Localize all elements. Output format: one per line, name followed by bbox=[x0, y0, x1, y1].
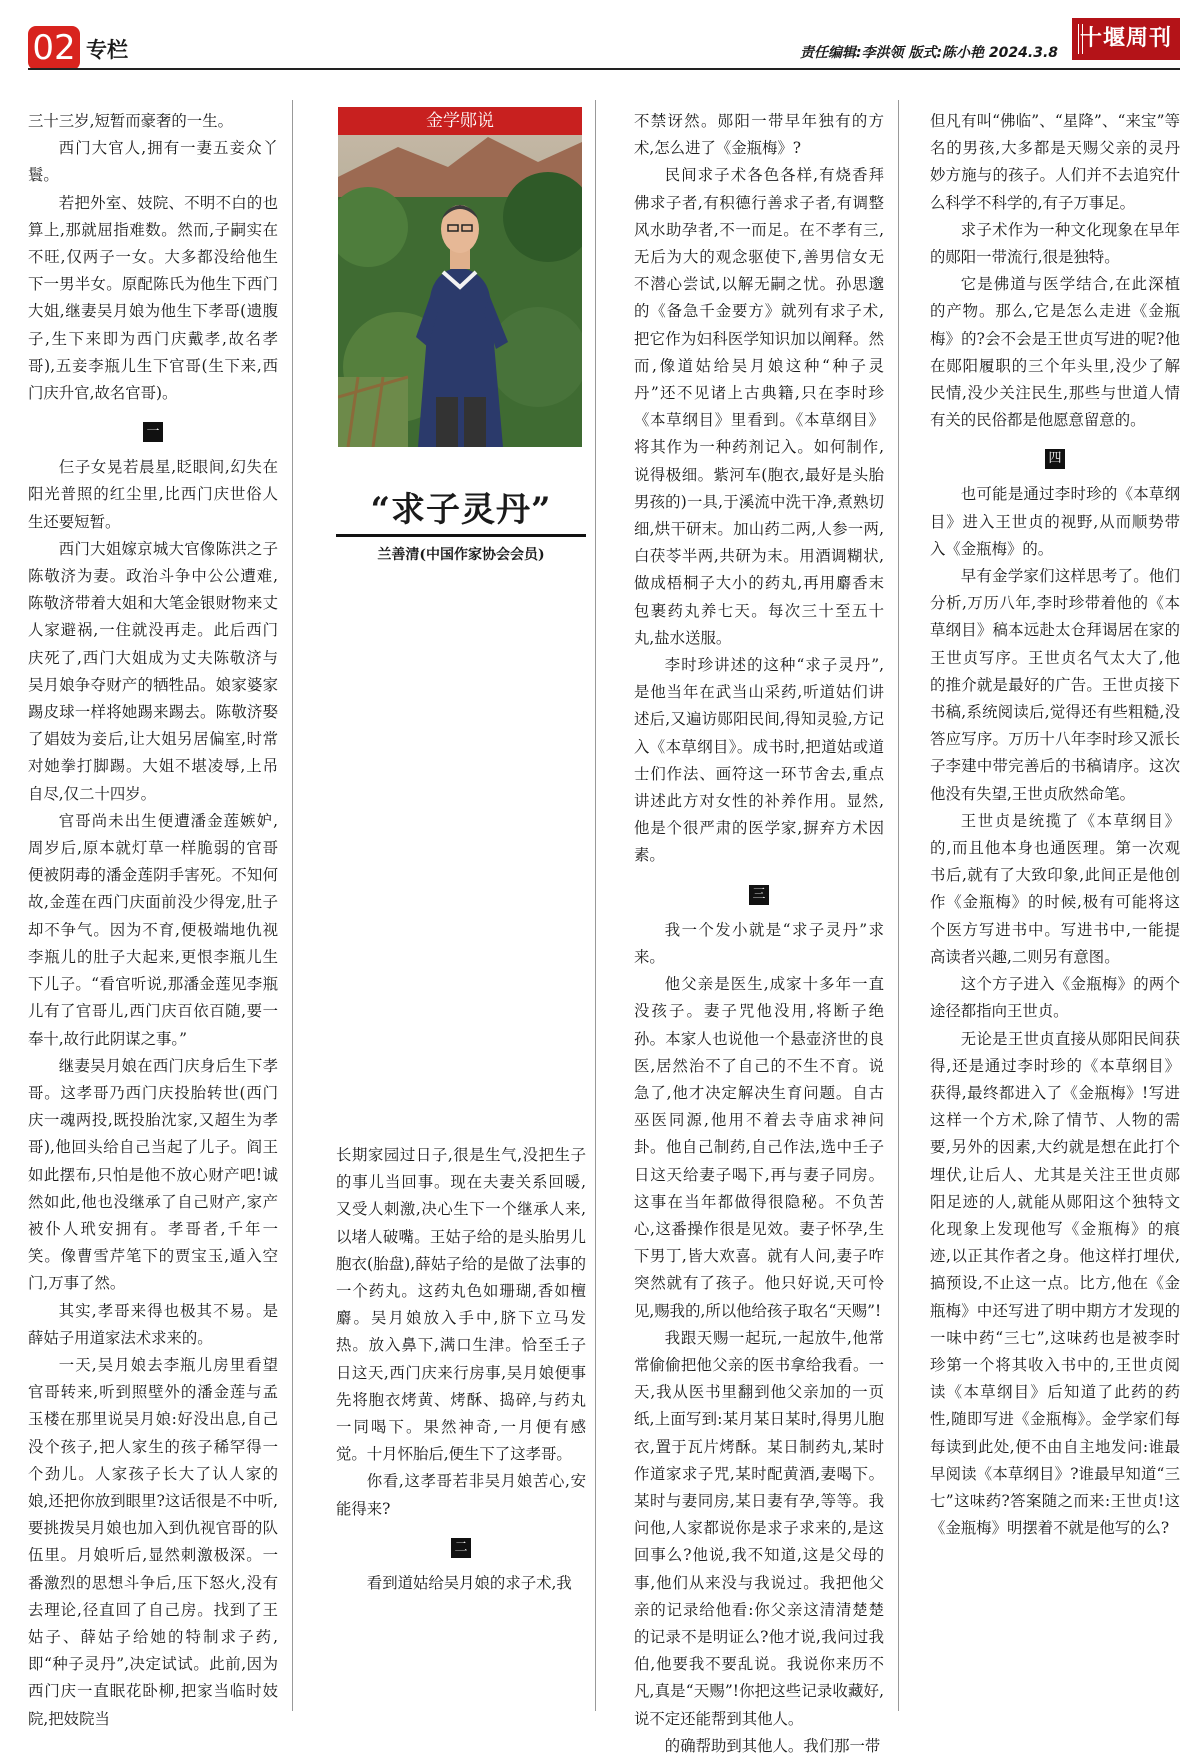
paragraph: 无论是王世贞直接从郧阳民间获得,还是通过李时珍的《本草纲目》获得,最终都进入了《金瓶梅》!写进这样一个方术,除了情节、人物的需要,另外的因素,大约就是想在此打个埋伏,让后人、尤其是关注王世贞郧阳足迹的人,就能从郧阳这个独特文化现象上发现他写《金瓶梅》的痕迹,以正其作者之身。他这样打埋伏,搞预设,不止这一点。比方,他在《金瓶梅》中还写进了明中期方才发现的一味中药“三七”,这味药也是被李时珍第一个将其收入书中的,王世贞阅读《本草纲目》后知道了此药的药性,随即写进《金瓶梅》。金学家们每每读到此处,便不由自主地发问:谁最早阅读《本草纲目》?谁最早知道“三七”这味药?答案随之而来:王世贞!这《金瓶梅》明摆着不就是他写的么? bbox=[930, 1029, 1180, 1538]
paragraph: 它是佛道与医学结合,在此深植的产物。那么,它是怎么走进《金瓶梅》的?会不会是王世贞写进的呢?他在郧阳履职的三个年头里,没少了解民情,没少关注民生,那些与世道人情有关的民俗都是他愿意留意的。 bbox=[930, 275, 1180, 430]
paragraph: 我跟天赐一起玩,一起放牛,他常常偷偷把他父亲的医书拿给我看。一天,我从医书里翻到他父亲加的一页纸,上面写到:某月某日某时,得男儿胞衣,置于瓦片烤酥。某日制药丸,某时作道家求子咒,某时配黄酒,妻喝下。某时与妻同房,某日妻有孕,等等。我问他,人家都说你是求子求来的,是这回事么?他说,我不知道,这是父母的事,他们从来没与我说过。我把他父亲的记录给他看:你父亲这清清楚楚的记录不是明证么?他才说,我问过我伯,他要我不要乱说。我说你来历不凡,真是“天赐”!你把这些记录收藏好,说不定还能帮到其他人。 bbox=[634, 1328, 884, 1728]
paragraph: 看到道姑给吴月娘的求子术,我 bbox=[366, 1573, 572, 1592]
paragraph: 但凡有叫“佛临”、“星降”、“来宝”等名的男孩,大多都是天赐父亲的灵丹妙方施与的孩子。人们并不去追究什么科学不科学的,有子万事足。 bbox=[930, 112, 1180, 212]
paragraph: 其实,孝哥来得也极其不易。是薛姑子用道家法术求来的。 bbox=[28, 1301, 278, 1347]
column-1 bbox=[28, 108, 278, 1733]
paragraph: 不禁讶然。郧阳一带早年独有的方术,怎么进了《金瓶梅》? bbox=[634, 112, 884, 158]
paragraph: 仨子女晃若晨星,眨眼间,幻失在阳光普照的红尘里,比西门庆世俗人生还要短暂。 bbox=[28, 458, 278, 531]
section-marker: 二 bbox=[336, 1533, 586, 1560]
paragraph: 三十三岁,短暂而豪奢的一生。 bbox=[28, 112, 233, 130]
section-marker: 一 bbox=[28, 417, 278, 444]
paragraph: 官哥尚未出生便遭潘金莲嫉妒,周岁后,原本就灯草一样脆弱的官哥便被阴毒的潘金莲阴手害死。不知何故,金莲在西门庆面前没少得宠,肚子却不争气。因为不育,便极端地仇视李瓶儿的肚子大起来,更恨李瓶儿生下儿子。“看官听说,那潘金莲见李瓶儿有了官哥儿,西门庆百依百随,要一奉十,故行此阴谋之事。” bbox=[28, 811, 278, 1048]
paragraph: 李时珍讲述的这种“求子灵丹”,是他当年在武当山采药,听道姑们讲述后,又遍访郧阳民间,得知灵验,方记入《本草纲目》。成书时,把道姑或道士们作法、画符这一环节舍去,重点讲述此方对女性的补养作用。显然,他是个很严肃的医学家,摒弃方术因素。 bbox=[634, 656, 884, 865]
column-divider bbox=[292, 100, 293, 1711]
paragraph: 你看,这孝哥若非吴月娘苦心,安能得来? bbox=[336, 1472, 586, 1518]
article-title: “求子灵丹” bbox=[370, 490, 552, 530]
title-rule bbox=[336, 534, 586, 537]
header-rule bbox=[28, 68, 1180, 70]
paragraph: 若把外室、妓院、不明不白的也算上,那就屈指难数。然而,子嗣实在不旺,仅两子一女。大多都没给他生下一男半女。原配陈氏为他生下西门大姐,继妻吴月娘为他生下孝哥(遗腹子,生下来即为西门庆戴孝,故名孝哥),五妾李瓶儿生下官哥(生下来,西门庆升官,故名官哥)。 bbox=[28, 193, 278, 403]
column-4 bbox=[930, 108, 1180, 1542]
paragraph: 一天,吴月娘去李瓶儿房里看望官哥转来,听到照壁外的潘金莲与孟玉楼在那里说吴月娘:好没出息,自己没个孩子,把人家生的孩子稀罕得一个劲儿。人家孩子长大了认人家的娘,还把你放到眼里?这话很是不中听,要挑拨吴月娘也加入到仇视官哥的队伍里。月娘听后,显然刺激极深。一番激烈的思想斗争后,压下怒火,没有去理论,径直回了自己房。找到了王姑子、薛姑子给她的特制求子药,即“种子灵丹”,决定试试。此前,因为西门庆一直眠花卧柳,把家当临时妓院,把妓院当 bbox=[28, 1355, 278, 1728]
paragraph: 的确帮助到其他人。我们那一带 bbox=[664, 1736, 881, 1755]
section-marker: 三 bbox=[634, 880, 884, 907]
column-2 bbox=[336, 1142, 586, 1597]
byline: 兰善清(中国作家协会会员) bbox=[377, 547, 545, 563]
masthead-logo: 十堰周刊 bbox=[1072, 18, 1180, 60]
column-divider bbox=[898, 100, 899, 1711]
editors-line: 责任编辑:李洪领 版式:陈小艳 2024.3.8 bbox=[799, 45, 1058, 61]
paragraph: 长期家园过日子,很是生气,没把生子的事儿当回事。现在夫妻关系回暖,又受人刺激,决心生下一个继承人来,以堵人破嘴。王姑子给的是头胎男儿胞衣(胎盘),薛姑子给的是做了法事的一个药丸。这药丸色如珊瑚,香如檀麝。吴月娘放入手中,脐下立马发热。放入鼻下,满口生津。恰至壬子日这天,西门庆来行房事,吴月娘便事先将胞衣烤黄、烤酥、捣碎,与药丸一同喝下。果然神奇,一月便有感觉。十月怀胎后,便生下了这孝哥。 bbox=[336, 1146, 586, 1464]
column-tag: 金学郧说 bbox=[338, 107, 582, 135]
page-number: 02 bbox=[28, 26, 80, 70]
paragraph: 也可能是通过李时珍的《本草纲目》进入王世贞的视野,从而顺势带入《金瓶梅》的。 bbox=[930, 485, 1180, 558]
paragraph: 继妻吴月娘在西门庆身后生下孝哥。这孝哥乃西门庆投胎转世(西门庆一魂两投,既投胎沈家,又超生为孝哥),他回头给自己当起了儿子。阎王如此摆布,只怕是他不放心财产吧!诚然如此,他也没继承了自己财产,家产被仆人玳安拥有。孝哥者,千年一笑。像曹雪芹笔下的贾宝玉,遁入空门,万事了然。 bbox=[28, 1056, 278, 1293]
paragraph: 这个方子进入《金瓶梅》的两个途径都指向王世贞。 bbox=[930, 975, 1180, 1021]
paragraph: 西门大官人,拥有一妻五妾众丫鬟。 bbox=[28, 139, 278, 185]
section-marker: 四 bbox=[930, 444, 1180, 471]
paragraph: 王世贞是统揽了《本草纲目》的,而且他本身也通医理。第一次观书后,就有了大致印象,此间正是他创作《金瓶梅》的时候,极有可能将这个医方写进书中。写进书中,一能提高读者兴趣,二则另有意图。 bbox=[930, 811, 1180, 966]
paragraph: 民间求子术各色各样,有烧香拜佛求子者,有积德行善求子者,有调整风水助孕者,不一而足。在不孝有三,无后为大的观念驱使下,善男信女无不潜心尝试,以解无嗣之忧。孙思邈的《备急千金要方》就列有求子术,把它作为妇科医学知识加以阐释。然而,像道姑给吴月娘这种“种子灵丹”还不见诸上古典籍,只在李时珍《本草纲目》里看到。《本草纲目》将其作为一种药剂记入。如何制作,说得极细。紫河车(胞衣,最好是头胎男孩的)一具,于溪流中洗干净,煮熟切细,烘干研末。加山药二两,人参一两,白茯苓半两,共研为末。用酒调糊状,做成梧桐子大小的药丸,再用麝香末包裹药丸养七天。每次三十至五十丸,盐水送服。 bbox=[634, 166, 884, 647]
section-name: 专栏 bbox=[86, 38, 128, 62]
author-portrait-image bbox=[338, 107, 582, 447]
paragraph: 他父亲是医生,成家十多年一直没孩子。妻子咒他没用,将断子绝孙。本家人也说他一个悬壶济世的良医,居然治不了自己的不生不育。说急了,他才决定解决生育问题。自古巫医同源,他用不着去寺庙求神问卦。他自己制药,自己作法,选中壬子日这天给妻子喝下,再与妻子同房。这事在当年都做得很隐秘。不负苦心,这番操作很是见效。妻子怀孕,生下男丁,皆大欢喜。就有人问,妻子咋突然就有了孩子。他只好说,天可怜见,赐我的,所以他给孩子取名“天赐”! bbox=[634, 975, 884, 1320]
paragraph: 求子术作为一种文化现象在早年的郧阳一带流行,很是独特。 bbox=[930, 220, 1180, 267]
column-3 bbox=[634, 108, 884, 1760]
page-header bbox=[28, 18, 1180, 72]
paragraph: 早有金学家们这样思考了。他们分析,万历八年,李时珍带着他的《本草纲目》稿本远赴太仓拜谒居在家的王世贞写序。王世贞名气太大了,他的推介就是最好的广告。王世贞接下书稿,系统阅读后,觉得还有些粗糙,没答应写序。万历十八年李时珍又派长子李建中带完善后的书稿请序。这次他没有失望,王世贞欣然命笔。 bbox=[930, 567, 1180, 803]
paragraph: 我一个发小就是“求子灵丹”求来。 bbox=[634, 920, 884, 966]
paragraph: 西门大姐嫁京城大官像陈洪之子陈敬济为妻。政治斗争中公公遭难,陈敬济带着大姐和大笔金银财物来丈人家避祸,一住就没再走。此后西门庆死了,西门大姐成为丈夫陈敬济与吴月娘争夺财产的牺牲品。娘家婆家踢皮球一样将她踢来踢去。陈敬济娶了娼妓为妾后,让大姐另居偏室,时常对她拳打脚踢。大姐不堪凌辱,上吊自尽,仅二十四岁。 bbox=[28, 539, 278, 803]
author-photo bbox=[338, 107, 582, 447]
column-divider bbox=[595, 100, 596, 1711]
